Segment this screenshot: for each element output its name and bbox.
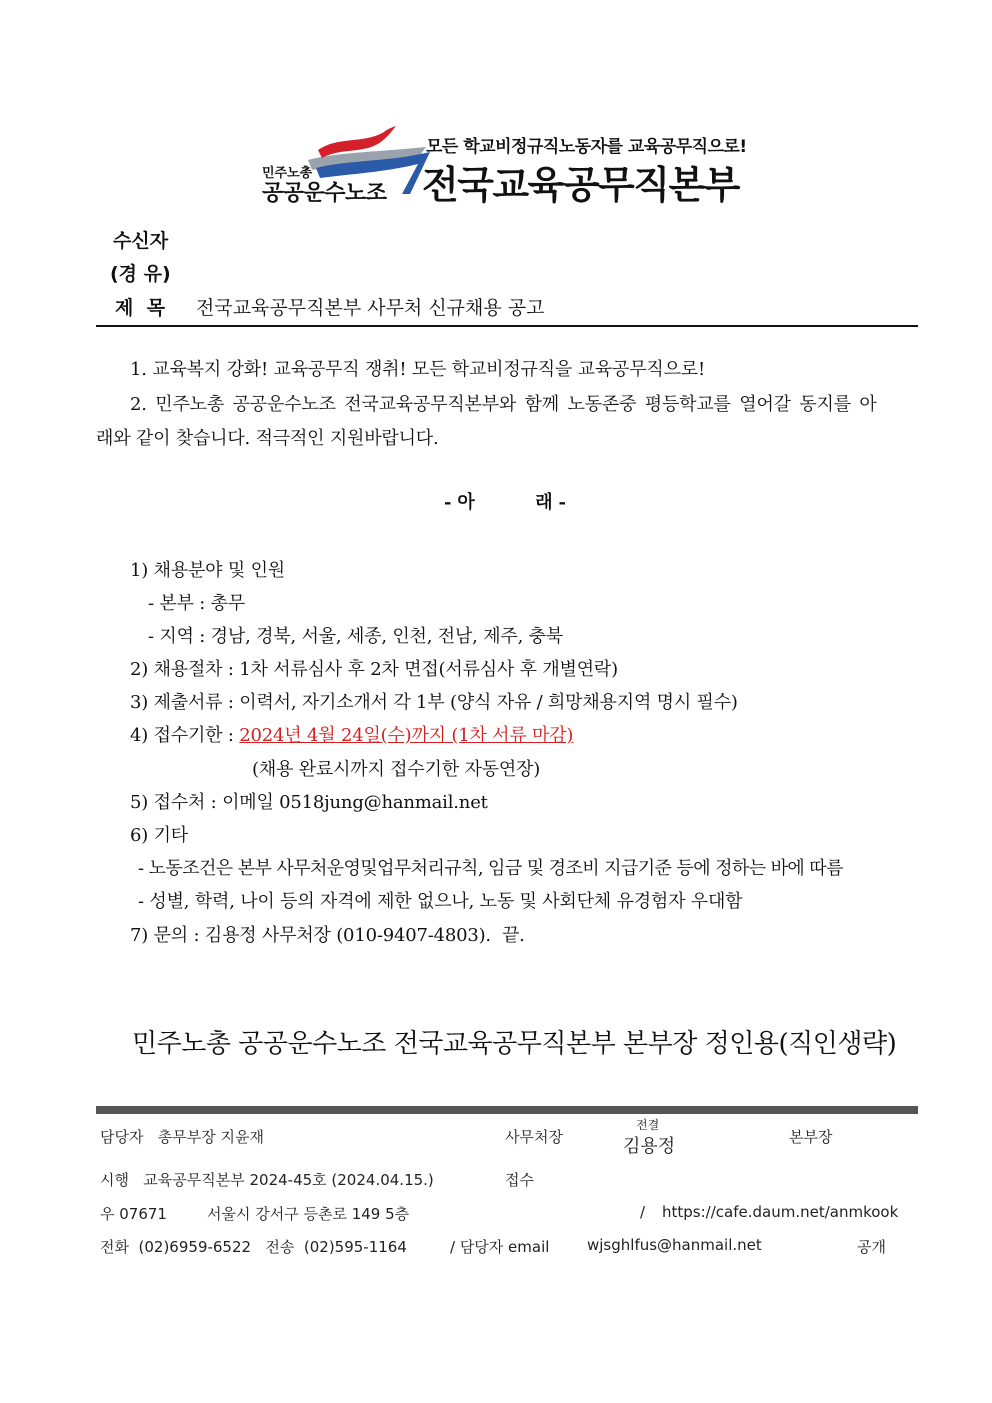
header-divider xyxy=(96,325,918,327)
arae-heading: - 아 래 - xyxy=(444,492,566,513)
item-4-note: (채용 완료시까지 접수기한 자동연장) xyxy=(252,759,541,780)
logo-org-name: 전국교육공무직본부 xyxy=(422,163,739,207)
footer-divider xyxy=(96,1106,918,1114)
footer-phone-fax: 전화 (02)6959-6522 전송 (02)595-1164 xyxy=(100,1238,407,1256)
footer-email-label: / 담당자 email xyxy=(450,1238,550,1256)
item-6: 6) 기타 xyxy=(130,825,188,846)
footer-receipt: 접수 xyxy=(505,1171,534,1189)
recipient-label: 수신자 xyxy=(113,230,169,252)
footer-staff: 담당자 총무부장 지윤재 xyxy=(100,1128,264,1146)
item-3: 3) 제출서류 : 이력서, 자기소개서 각 1부 (양식 자유 / 희망채용지역 명시 필수) xyxy=(130,692,738,713)
footer-url[interactable]: https://cafe.daum.net/anmkook xyxy=(662,1203,899,1221)
subject-label: 제 목 xyxy=(115,297,165,319)
footer-address: 서울시 강서구 등촌로 149 5층 xyxy=(207,1205,410,1223)
footer-jeongyeol: 전결 xyxy=(636,1118,660,1132)
item-2: 2) 채용절차 : 1차 서류심사 후 2차 면접(서류심사 후 개별연락) xyxy=(130,659,618,680)
item-7: 7) 문의 : 김용정 사무처장 (010-9407-4803). 끝. xyxy=(130,925,525,946)
via-label: (경 유) xyxy=(110,263,171,285)
paragraph-1: 1. 교육복지 강화! 교육공무직 쟁취! 모든 학교비정규직을 교육공무직으로! xyxy=(130,359,705,380)
footer-secretary-label: 사무처장 xyxy=(505,1128,563,1146)
footer-director: 본부장 xyxy=(789,1128,833,1146)
footer-public: 공개 xyxy=(857,1238,886,1256)
item-4 xyxy=(130,721,573,747)
union-logo xyxy=(258,122,758,207)
item-1: 1) 채용분야 및 인원 xyxy=(130,560,285,581)
item-6-a: - 노동조건은 본부 사무처운영및업무처리규칙, 임금 및 경조비 지급기준 등에 정하는 바에 따름 xyxy=(138,858,843,879)
subject-value: 전국교육공무직본부 사무처 신규채용 공고 xyxy=(196,297,545,319)
item-1-b: - 지역 : 경남, 경북, 서울, 세종, 인천, 전남, 제주, 충북 xyxy=(148,626,563,647)
footer-slash: / xyxy=(640,1203,646,1221)
footer-zip: 우 07671 xyxy=(100,1205,167,1223)
item-4-prefix: 4) 접수기한 : xyxy=(130,725,240,746)
item-4-deadline: 2024년 4월 24일(수)까지 (1차 서류 마감) xyxy=(239,725,574,746)
footer-email[interactable]: wjsghlfus@hanmail.net xyxy=(587,1236,762,1254)
item-1-a: - 본부 : 총무 xyxy=(148,593,246,614)
footer-issue: 시행 교육공무직본부 2024-45호 (2024.04.15.) xyxy=(100,1171,434,1189)
logo-small-label: 민주노총 xyxy=(262,166,313,181)
item-6-b: - 성별, 학력, 나이 등의 자격에 제한 없으나, 노동 및 사회단체 유경험자 우대함 xyxy=(138,891,743,912)
footer-secretary-name: 김용정 xyxy=(623,1136,676,1157)
logo-union-name: 공공운수노조 xyxy=(262,181,387,206)
paragraph-2-line-2: 래와 같이 찾습니다. 적극적인 지원바랍니다. xyxy=(96,428,439,449)
logo-slogan: 모든 학교비정규직노동자를 교육공무직으로! xyxy=(426,137,747,157)
paragraph-2-line-1: 2. 민주노총 공공운수노조 전국교육공무직본부와 함께 노동존중 평등학교를 열어갈 동지를 아 xyxy=(130,394,877,415)
item-5: 5) 접수처 : 이메일 0518jung@hanmail.net xyxy=(130,792,488,813)
signature-line: 민주노총 공공운수노조 전국교육공무직본부 본부장 정인용(직인생략) xyxy=(132,1029,897,1059)
